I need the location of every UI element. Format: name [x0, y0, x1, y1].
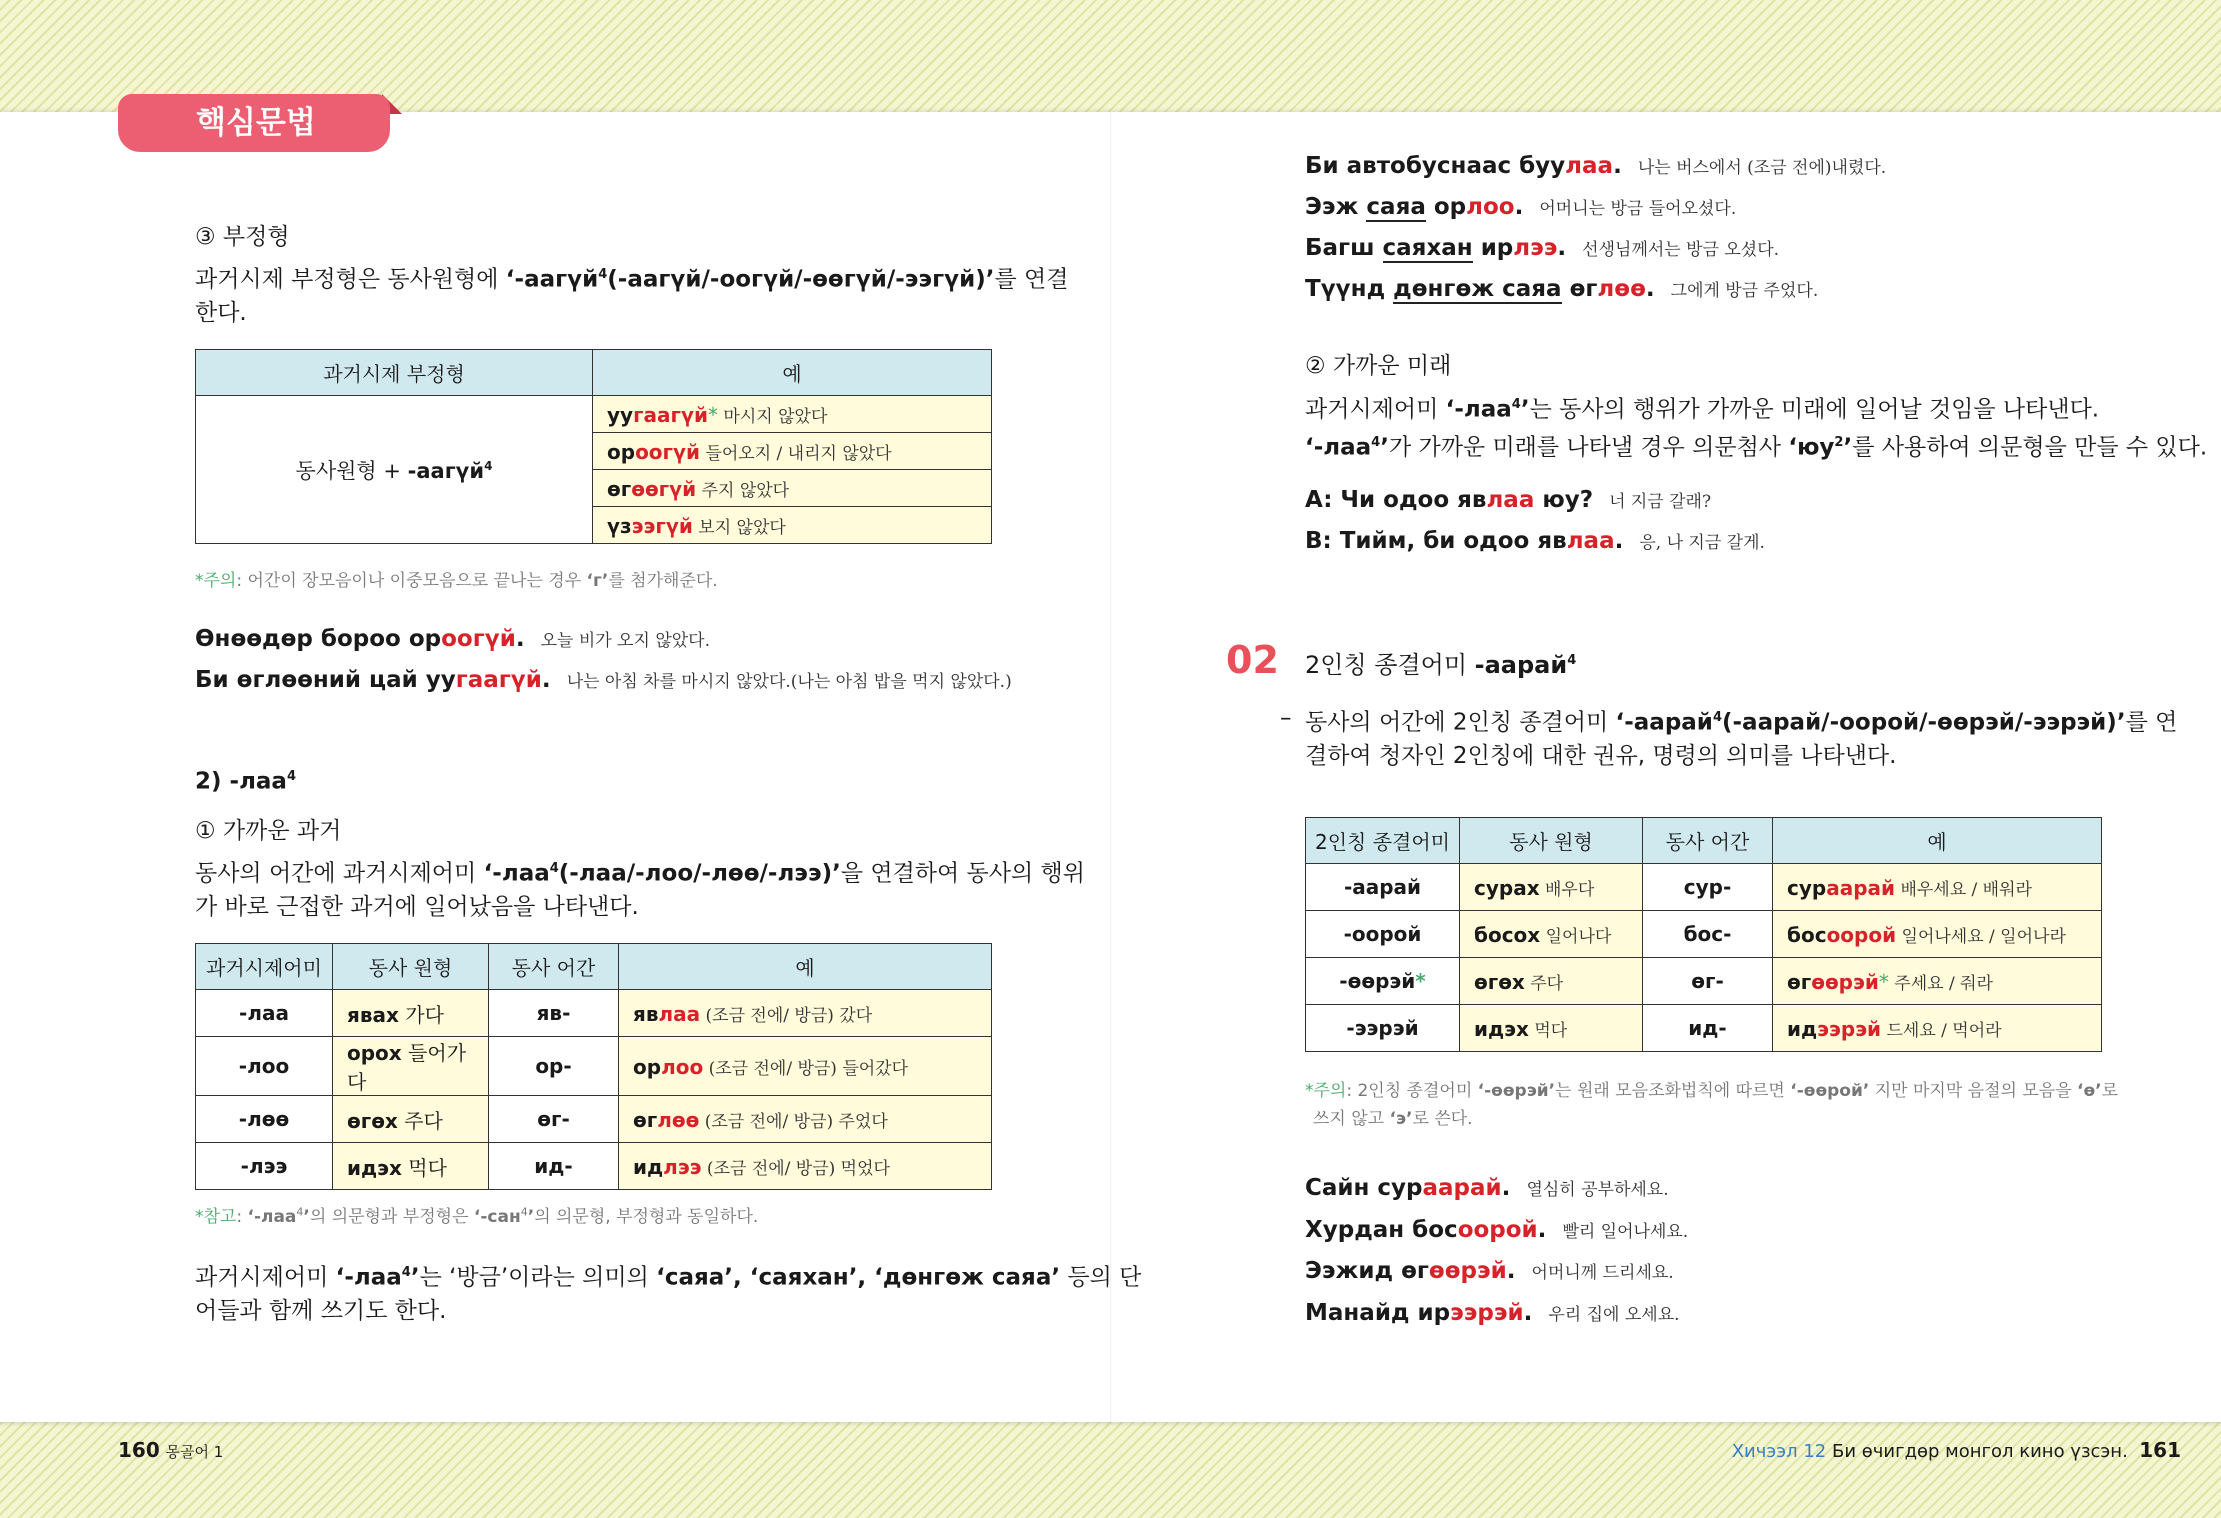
dash-bullet: – [1280, 705, 1292, 731]
table-row: ороогүй 들어오지 / 내리지 않았다 [593, 433, 992, 470]
cell-verb: босох 일어나다 [1460, 911, 1643, 958]
section-title: 2인칭 종결어미 -аарай$^4$ [1305, 651, 1577, 679]
cell-verb: идэх 먹다 [333, 1143, 489, 1190]
page-number-right: 161 [2139, 1438, 2181, 1462]
table-row: уугаагүй* 마시지 않았다 [593, 396, 992, 433]
section-2-title: 2) -лаа$^4$ [195, 768, 297, 795]
sec-line2: 결하여 청자인 2인칭에 대한 권유, 명령의 의미를 나타낸다. [1305, 743, 1897, 769]
table-row [196, 1096, 992, 1143]
table-row [1306, 864, 2102, 911]
cell-verb: өгөх 주다 [1460, 958, 1643, 1005]
cell-stem: өг- [1643, 958, 1773, 1005]
cell-ending: -аарай [1306, 864, 1460, 911]
cell-example: идлээ (조금 전에/ 방금) 먹었다 [619, 1143, 992, 1190]
cell-example: өглөө (조금 전에/ 방금) 주었다 [619, 1096, 992, 1143]
cell-ending: -өөрэй* [1306, 958, 1460, 1005]
t3-header: 2인칭 종결어미 [1306, 818, 1460, 864]
note-1: *주의: 어간이 장모음이나 이중모음으로 끝나는 경우 ‘г’를 첨가해준다. [195, 571, 718, 591]
sub1-line1: 동사의 어간에 과거시제어미 ‘-лаа$^4$(-лаа/-лоо/-лөө/-лээ)’을 연결하여 동사의 행위 [195, 860, 1085, 887]
t2-header: 과거시제어미 [196, 944, 333, 990]
cell-ending: -лөө [196, 1096, 333, 1143]
dialog-b: B: Тийм, би одоо явлаа. 응, 나 지금 갈게. [1305, 528, 1765, 554]
footer-left [118, 1438, 223, 1462]
cell-example: орлоо (조금 전에/ 방금) 들어갔다 [619, 1037, 992, 1096]
right-example: Ээж саяа орлоо. 어머니는 방금 들어오셨다. [1305, 194, 1737, 220]
example-2: Би өглөөний цай уугаагүй. 나는 아침 차를 마시지 않았다.(나는 아침 밥을 먹지 않았다.) [195, 667, 1012, 693]
cell-ending: -ээрэй [1306, 1005, 1460, 1052]
t2-header: 동사 어간 [489, 944, 619, 990]
note-2: *참고: ‘-лаа$^4$’의 의문형과 부정형은 ‘-сан$^4$’의 의문형, 부정형과 동일하다. [195, 1205, 759, 1227]
cell-verb: орох 들어가다 [333, 1037, 489, 1096]
dialog-a: A: Чи одоо явлаа юу? 너 지금 갈래? [1305, 487, 1712, 513]
t1-header-example: 예 [593, 350, 992, 396]
section-number: 02 [1226, 638, 1279, 682]
sub1-title: ① 가까운 과거 [195, 818, 342, 844]
sub2-line2: ‘-лаа$^4$’가 가까운 미래를 나타낼 경우 의문첨사 ‘$юу^2$’를 사용하여 의문형을 만들 수 있다. [1305, 434, 2208, 461]
cell-stem: яв- [489, 990, 619, 1037]
cell-example: идээрэй 드세요 / 먹어라 [1773, 1005, 2102, 1052]
table-row [1306, 911, 2102, 958]
last-line2: 어들과 함께 쓰기도 한다. [195, 1298, 447, 1324]
t3-header: 동사 원형 [1460, 818, 1643, 864]
t1-header-form: 과거시제 부정형 [196, 350, 593, 396]
t2-header: 동사 원형 [333, 944, 489, 990]
imperative-example: Сайн сураарай. 열심히 공부하세요. [1305, 1175, 1669, 1201]
cell-verb: өгөх 주다 [333, 1096, 489, 1143]
table-row: өгөөгүй 주지 않았다 [593, 470, 992, 507]
cell-verb: явах 가다 [333, 990, 489, 1037]
table-row: үзээгүй 보지 않았다 [593, 507, 992, 544]
page-number-left: 160 [118, 1438, 160, 1462]
cell-stem: сур- [1643, 864, 1773, 911]
table-row [196, 990, 992, 1037]
cell-stem: ор- [489, 1037, 619, 1096]
cell-example: босоорой 일어나세요 / 일어나라 [1773, 911, 2102, 958]
note-3-line2: 쓰지 않고 ‘э’로 쓴다. [1313, 1109, 1473, 1129]
cell-example: сураарай 배우세요 / 배워라 [1773, 864, 2102, 911]
book-title: 몽골어 1 [165, 1443, 224, 1461]
cell-stem: өг- [489, 1096, 619, 1143]
table-row [196, 1143, 992, 1190]
t1-formula: 동사원형 + -аагүй$^4$ [196, 396, 593, 544]
cell-example: өгөөрэй* 주세요 / 줘라 [1773, 958, 2102, 1005]
cell-ending: -лаа [196, 990, 333, 1037]
section-tab: 핵심문법 [118, 94, 390, 152]
sec3-line1: 과거시제 부정형은 동사원형에 ‘-аагүй$^4$(-аагүй/-оогүй/-өөгүй/-ээгүй)’를 연결 [195, 266, 1069, 293]
t3-header: 동사 어간 [1643, 818, 1773, 864]
sub1-line2: 가 바로 근접한 과거에 일어났음을 나타낸다. [195, 894, 639, 920]
gutter [1110, 112, 1112, 1422]
table-row [1306, 1005, 2102, 1052]
cell-example: явлаа (조금 전에/ 방금) 갔다 [619, 990, 992, 1037]
right-example: Багш саяхан ирлээ. 선생님께서는 방금 오셨다. [1305, 235, 1780, 261]
note-3: *주의: 2인칭 종결어미 ‘-өөрэй’는 원래 모음조화법칙에 따르면 ‘-өөрой’ 지만 마지막 음절의 모음을 ‘ө’로 [1305, 1081, 2119, 1101]
cell-ending: -лээ [196, 1143, 333, 1190]
cell-stem: ид- [489, 1143, 619, 1190]
sec3-title: ③ 부정형 [195, 224, 290, 250]
right-example: Би автобуснаас буулаа. 나는 버스에서 (조금 전에)내렸다. [1305, 153, 1887, 179]
cell-ending: -лоо [196, 1037, 333, 1096]
t3-header: 예 [1773, 818, 2102, 864]
table-row [196, 1037, 992, 1096]
lesson-label: Хичээл 12 [1731, 1441, 1827, 1462]
past-ending-table [195, 943, 992, 1190]
sub2-title: ② 가까운 미래 [1305, 353, 1452, 379]
right-example: Түүнд дөнгөж саяа өглөө. 그에게 방금 주었다. [1305, 276, 1819, 302]
footer-right [1732, 1438, 2181, 1462]
example-1: Өнөөдөр бороо ороогүй. 오늘 비가 오지 않았다. [195, 626, 711, 652]
cell-verb: сурах 배우다 [1460, 864, 1643, 911]
negative-form-table [195, 349, 992, 544]
imperative-example: Ээжид өгөөрэй. 어머니께 드리세요. [1305, 1258, 1674, 1284]
sec-line1: 동사의 어간에 2인칭 종결어미 ‘-аарай$^4$(-аарай/-оорой/-өөрэй/-ээрэй)’를 연 [1305, 709, 2178, 736]
sub2-line1: 과거시제어미 ‘-лаа$^4$’는 동사의 행위가 가까운 미래에 일어날 것임을 나타낸다. [1305, 396, 2100, 423]
cell-stem: бос- [1643, 911, 1773, 958]
t2-header: 예 [619, 944, 992, 990]
cell-stem: ид- [1643, 1005, 1773, 1052]
lesson-title: Би өчигдөр монгол кино үзсэн. [1832, 1441, 2128, 1462]
cell-verb: идэх 먹다 [1460, 1005, 1643, 1052]
sec3-line2: 한다. [195, 300, 247, 326]
imperative-example: Манайд ирээрэй. 우리 집에 오세요. [1305, 1300, 1680, 1326]
cell-ending: -оорой [1306, 911, 1460, 958]
last-line1: 과거시제어미 ‘-лаа$^4$’는 ‘방금’이라는 의미의 ‘саяа’, ‘саяхан’, ‘дөнгөж саяа’ 등의 단 [195, 1264, 1142, 1291]
imperative-table [1305, 817, 2102, 1052]
table-row [1306, 958, 2102, 1005]
imperative-example: Хурдан босоорой. 빨리 일어나세요. [1305, 1217, 1689, 1243]
